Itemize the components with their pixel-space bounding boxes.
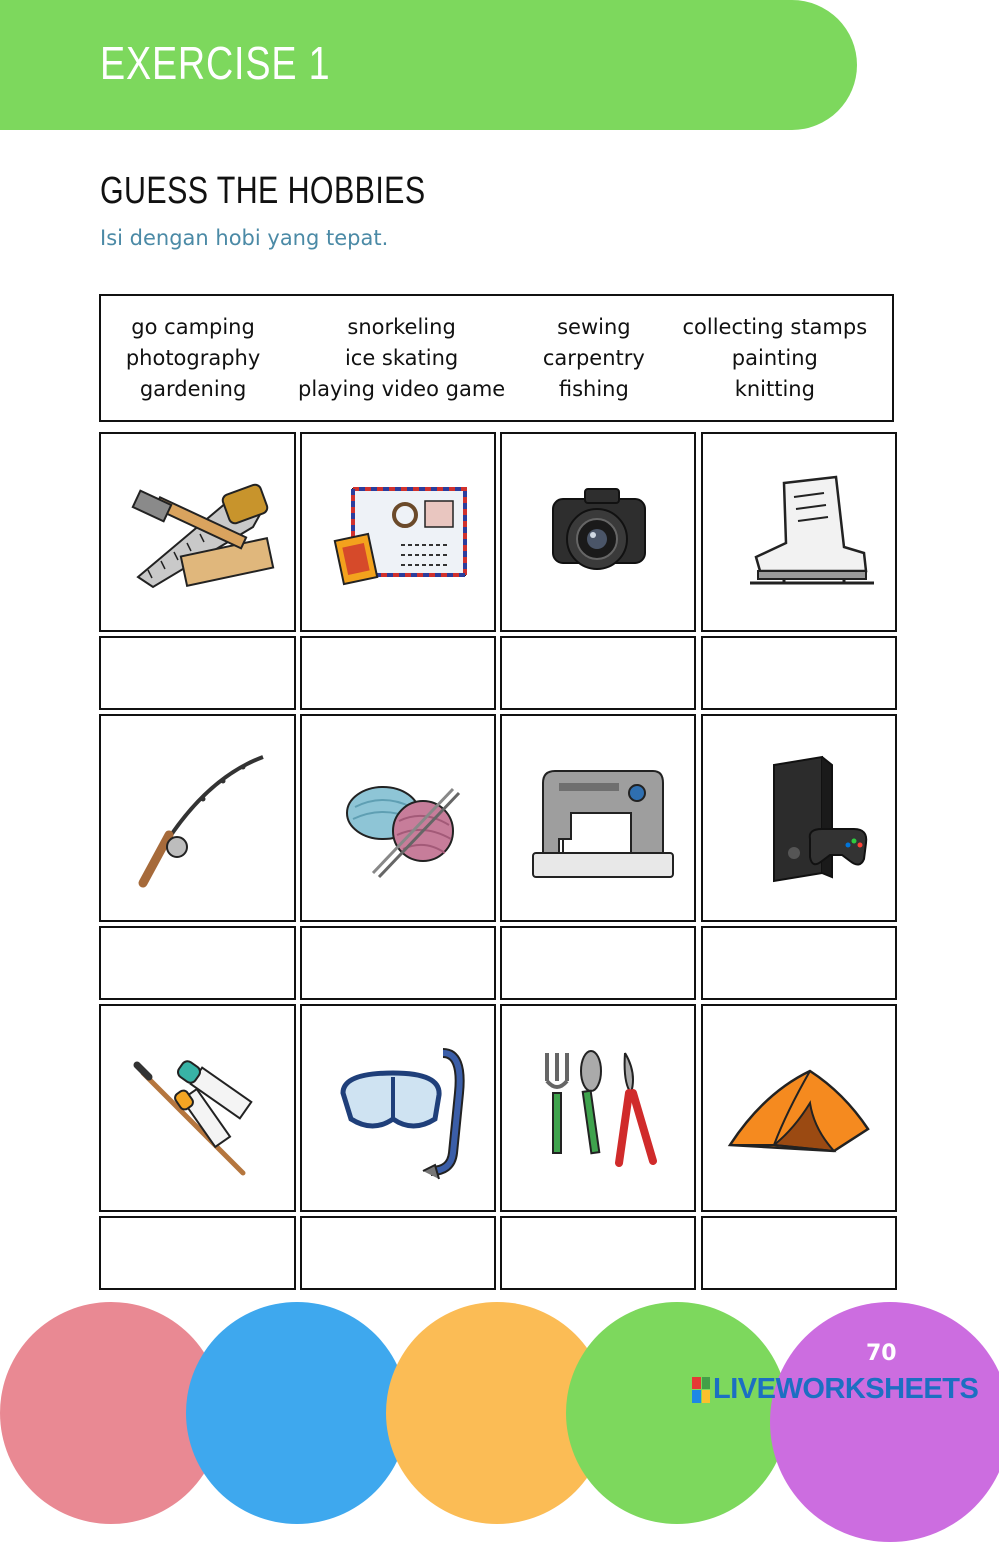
word-bank-column [126,312,260,405]
picture-cell [99,714,296,922]
decorative-circle [770,1302,999,1542]
picture-cell [701,714,897,922]
answer-box[interactable] [99,926,296,1000]
answer-box[interactable] [500,636,696,710]
word-bank-column [298,312,505,405]
picture-cell [99,1004,296,1212]
answer-box[interactable] [99,1216,296,1290]
exercise-title: EXERCISE 1 [100,37,331,89]
answer-box[interactable] [300,1216,496,1290]
word-bank-item: collecting stamps [682,314,868,339]
snorkel-mask-icon [313,1033,483,1183]
instruction-text: Isi dengan hobi yang tepat. [100,226,389,250]
carpentry-tools-icon [113,457,283,607]
stamped-envelope-icon [313,457,483,607]
picture-cell [300,714,496,922]
picture-cell [300,432,496,632]
picture-cell [701,1004,897,1212]
answer-box[interactable] [99,636,296,710]
liveworksheets-logo-icon [692,1377,710,1403]
word-bank-column [682,312,867,405]
picture-cell [500,714,696,922]
page-number: 70 [866,1341,897,1366]
answer-box[interactable] [300,636,496,710]
answer-box[interactable] [701,926,897,1000]
decorative-circle [566,1302,788,1524]
header-banner [0,0,857,130]
answer-box[interactable] [500,1216,696,1290]
camera-icon [513,457,683,607]
picture-cell [500,1004,696,1212]
decorative-circle [186,1302,408,1524]
word-bank-item: go camping [131,314,255,339]
picture-cell [99,432,296,632]
answer-box[interactable] [500,926,696,1000]
garden-tools-icon [513,1033,683,1183]
paint-tubes-brush-icon [113,1033,283,1183]
ice-skate-icon [714,457,884,607]
fishing-rod-icon [113,743,283,893]
word-bank-column [543,312,645,405]
picture-cell [701,432,897,632]
word-bank-item: snorkeling [347,314,456,339]
word-bank-item: ice skating [344,345,459,370]
tent-icon [714,1033,884,1183]
word-bank-item: sewing [557,314,631,339]
sewing-machine-icon [513,743,683,893]
answer-box[interactable] [701,1216,897,1290]
picture-cell [300,1004,496,1212]
word-bank-item: photography [125,345,261,370]
game-console-icon [714,743,884,893]
word-bank-item: playing video game [297,376,506,401]
word-bank [99,294,894,422]
word-bank-item: painting [731,345,818,370]
brand-logo [692,1373,978,1406]
brand-name: LIVEWORKSHEETS [713,1373,979,1405]
picture-cell [500,432,696,632]
answer-box[interactable] [300,926,496,1000]
yarn-balls-icon [313,743,483,893]
word-bank-item: fishing [558,376,629,401]
answer-box[interactable] [701,636,897,710]
word-bank-item: knitting [734,376,815,401]
word-bank-item: carpentry [542,345,645,370]
word-bank-item: gardening [139,376,247,401]
section-heading: GUESS THE HOBBIES [100,170,426,212]
